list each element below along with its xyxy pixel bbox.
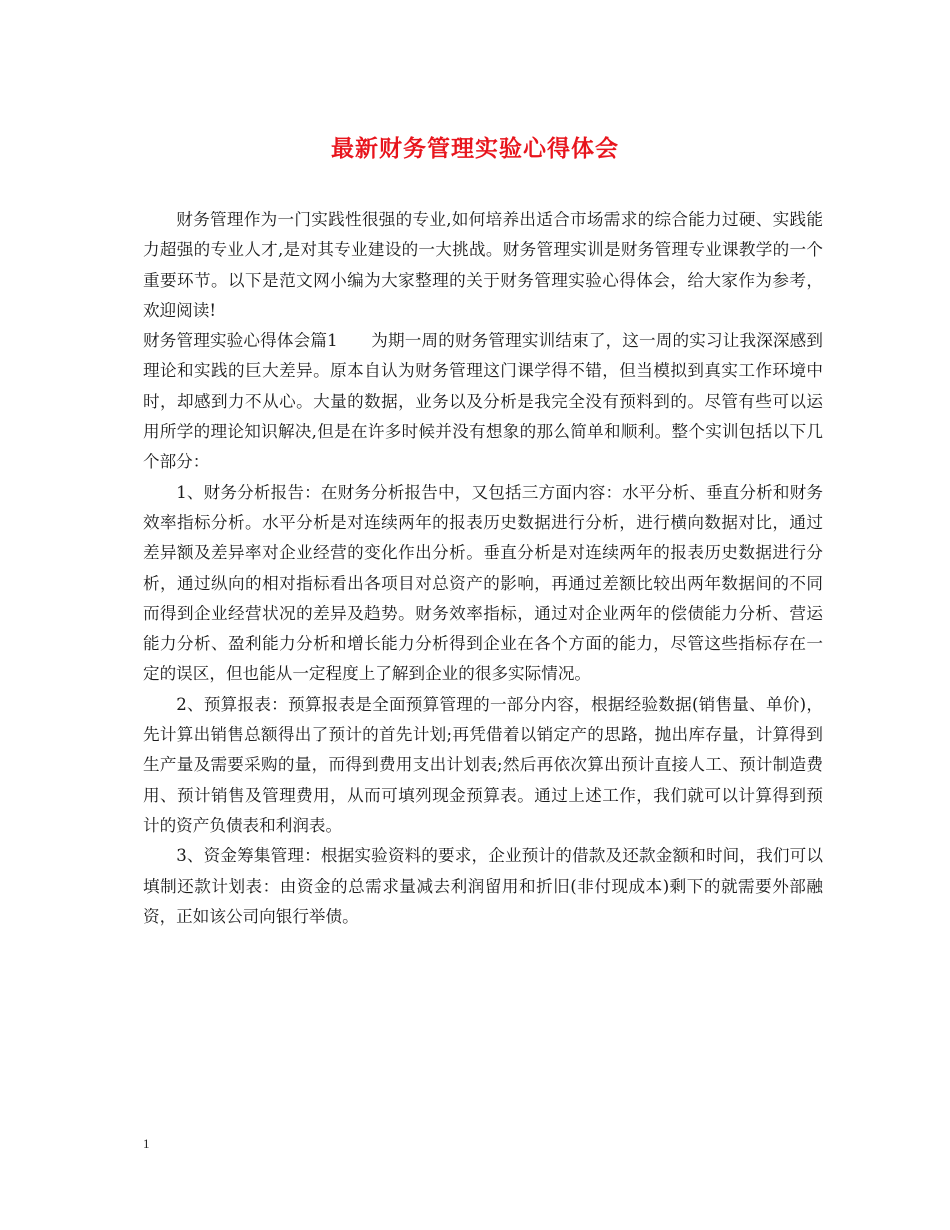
paragraph-budget-report: 2、预算报表：预算报表是全面预算管理的一部分内容，根据经验数据(销售量、单价)，先计算出销售总额得出了预计的首先计划;再凭借着以销定产的思路，抛出库存量，计算得到生产量及需要采购的量，而得到费用支出计划表;然后再依次算出预计直接人工、预计制造费用、预计销售及管理费用，从而可填列现金预算表。通过上述工作，我们就可以计算得到预计的资产负债表和利润表。 bbox=[143, 694, 823, 835]
document-body bbox=[143, 205, 823, 932]
document-title: 最新财务管理实验心得体会 bbox=[331, 135, 619, 162]
paragraph-intro: 财务管理作为一门实践性很强的专业,如何培养出适合市场需求的综合能力过硬、实践能力超强的专业人才,是对其专业建设的一大挑战。财务管理实训是财务管理专业课教学的一个重要环节。以下是范文网小编为大家整理的关于财务管理实验心得体会，给大家作为参考，欢迎阅读! bbox=[143, 210, 823, 320]
paragraph-financial-analysis: 1、财务分析报告：在财务分析报告中，又包括三方面内容：水平分析、垂直分析和财务效率指标分析。水平分析是对连续两年的报表历史数据进行分析，进行横向数据对比，通过差异额及差异率对企业经营的变化作出分析。垂直分析是对连续两年的报表历史数据进行分析，通过纵向的相对指标看出各项目对总资产的影响，再通过差额比较出两年数据间的不同而得到企业经营状况的差异及趋势。财务效率指标，通过对企业两年的偿债能力分析、营运能力分析、盈利能力分析和增长能力分析得到企业在各个方面的能力，尽管这些指标存在一定的误区，但也能从一定程度上了解到企业的很多实际情况。 bbox=[143, 482, 823, 684]
paragraph-essay-1: 财务管理实验心得体会篇1 为期一周的财务管理实训结束了，这一周的实习让我深深感到理论和实践的巨大差异。原本自认为财务管理这门课学得不错，但当模拟到真实工作环境中时，却感到力不从心。大量的数据，业务以及分析是我完全没有预料到的。尽管有些可以运用所学的理论知识解决,但是在许多时候并没有想象的那么简单和顺利。整个实训包括以下几个部分： bbox=[143, 331, 823, 472]
page-number: 1 bbox=[143, 1136, 150, 1151]
paragraph-fund-raising: 3、资金筹集管理：根据实验资料的要求，企业预计的借款及还款金额和时间，我们可以填制还款计划表：由资金的总需求量减去利润留用和折旧(非付现成本)剩下的就需要外部融资，正如该公司向银行举债。 bbox=[143, 846, 823, 926]
